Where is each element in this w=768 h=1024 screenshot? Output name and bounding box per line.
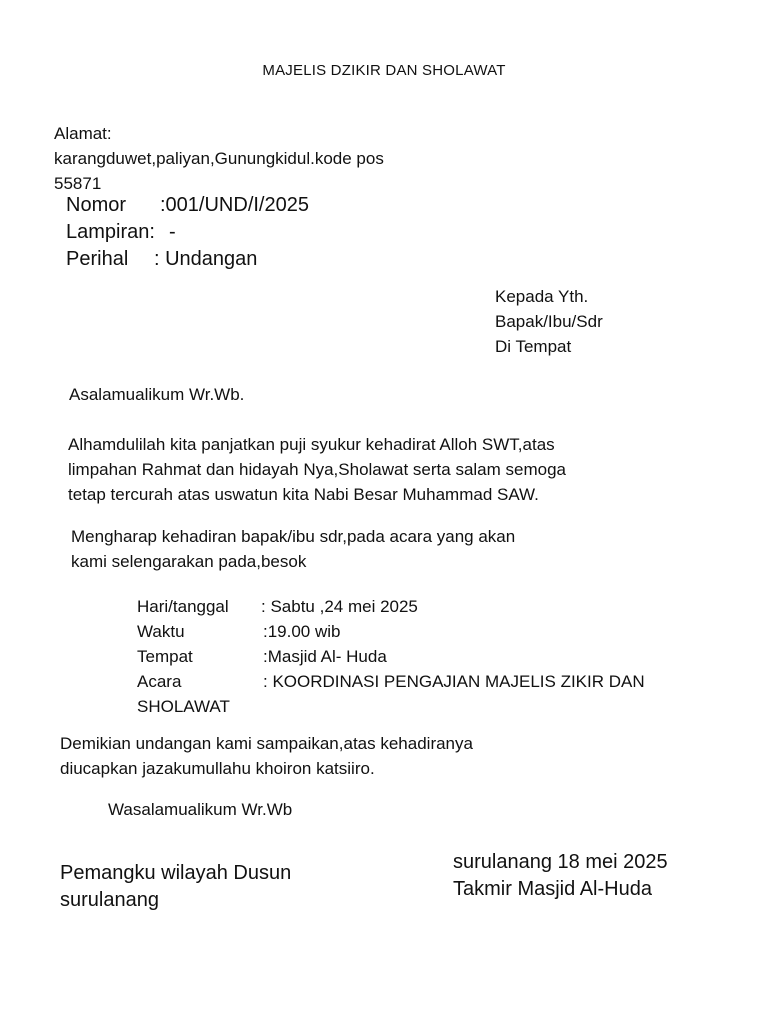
closing-paragraph bbox=[60, 731, 473, 781]
opening-line-1: Alhamdulilah kita panjatkan puji syukur kehadirat Alloh SWT,atas bbox=[68, 435, 555, 454]
request-line-1: Mengharap kehadiran bapak/ibu sdr,pada acara yang akan bbox=[71, 527, 516, 546]
closing-salutation: Wasalamualikum Wr.Wb bbox=[108, 800, 293, 819]
time-label: Waktu bbox=[137, 622, 185, 641]
address-block bbox=[54, 121, 474, 196]
signature-right-line-2: Takmir Masjid Al-Huda bbox=[453, 878, 652, 900]
signature-right bbox=[453, 849, 668, 903]
place-value: :Masjid Al- Huda bbox=[263, 647, 387, 666]
closing-line-1: Demikian undangan kami sampaikan,atas kehadiranya bbox=[60, 734, 473, 753]
detail-row-time bbox=[137, 619, 645, 644]
request-line-2: kami selengarakan pada,besok bbox=[71, 552, 307, 571]
greeting: Asalamualikum Wr.Wb. bbox=[69, 385, 245, 404]
event-label: Acara bbox=[137, 672, 182, 691]
date-label: Hari/tanggal bbox=[137, 597, 229, 616]
detail-row-event bbox=[137, 669, 645, 694]
signature-left bbox=[60, 860, 291, 914]
address-line-2: 55871 bbox=[54, 174, 102, 193]
recipient-line-1: Kepada Yth. bbox=[495, 287, 589, 306]
nomor-label: Nomor bbox=[66, 194, 127, 216]
lampiran-label: Lampiran: bbox=[66, 221, 155, 243]
lampiran-value: - bbox=[169, 221, 176, 243]
place-label: Tempat bbox=[137, 647, 193, 666]
recipient-block bbox=[495, 284, 603, 359]
nomor-row bbox=[66, 192, 309, 219]
event-value-continued: SHOLAWAT bbox=[137, 697, 230, 716]
nomor-value: :001/UND/I/2025 bbox=[160, 194, 309, 216]
detail-row-date bbox=[137, 594, 645, 619]
signature-left-line-2: surulanang bbox=[60, 889, 159, 911]
perihal-row bbox=[66, 246, 309, 273]
letter-meta bbox=[66, 192, 309, 273]
perihal-value: : Undangan bbox=[154, 248, 258, 270]
event-details bbox=[137, 594, 645, 719]
recipient-line-3: Di Tempat bbox=[495, 337, 572, 356]
signature-left-line-1: Pemangku wilayah Dusun bbox=[60, 862, 292, 884]
opening-paragraph bbox=[68, 432, 566, 507]
organization-title: MAJELIS DZIKIR DAN SHOLAWAT bbox=[262, 62, 506, 79]
recipient-line-2: Bapak/Ibu/Sdr bbox=[495, 312, 603, 331]
event-value: : KOORDINASI PENGAJIAN MAJELIS ZIKIR DAN bbox=[263, 672, 645, 691]
address-line-1: karangduwet,paliyan,Gunungkidul.kode pos bbox=[54, 149, 384, 168]
address-label: Alamat: bbox=[54, 124, 112, 143]
lampiran-row bbox=[66, 219, 309, 246]
request-paragraph bbox=[71, 524, 515, 574]
opening-line-3: tetap tercurah atas uswatun kita Nabi Besar Muhammad SAW. bbox=[68, 485, 539, 504]
detail-row-place bbox=[137, 644, 645, 669]
signature-right-line-1: surulanang 18 mei 2025 bbox=[453, 851, 668, 873]
opening-line-2: limpahan Rahmat dan hidayah Nya,Sholawat serta salam semoga bbox=[68, 460, 566, 479]
perihal-label: Perihal bbox=[66, 248, 129, 270]
time-value: :19.00 wib bbox=[263, 622, 341, 641]
date-value: : Sabtu ,24 mei 2025 bbox=[261, 597, 418, 616]
closing-line-2: diucapkan jazakumullahu khoiron katsiiro. bbox=[60, 759, 375, 778]
